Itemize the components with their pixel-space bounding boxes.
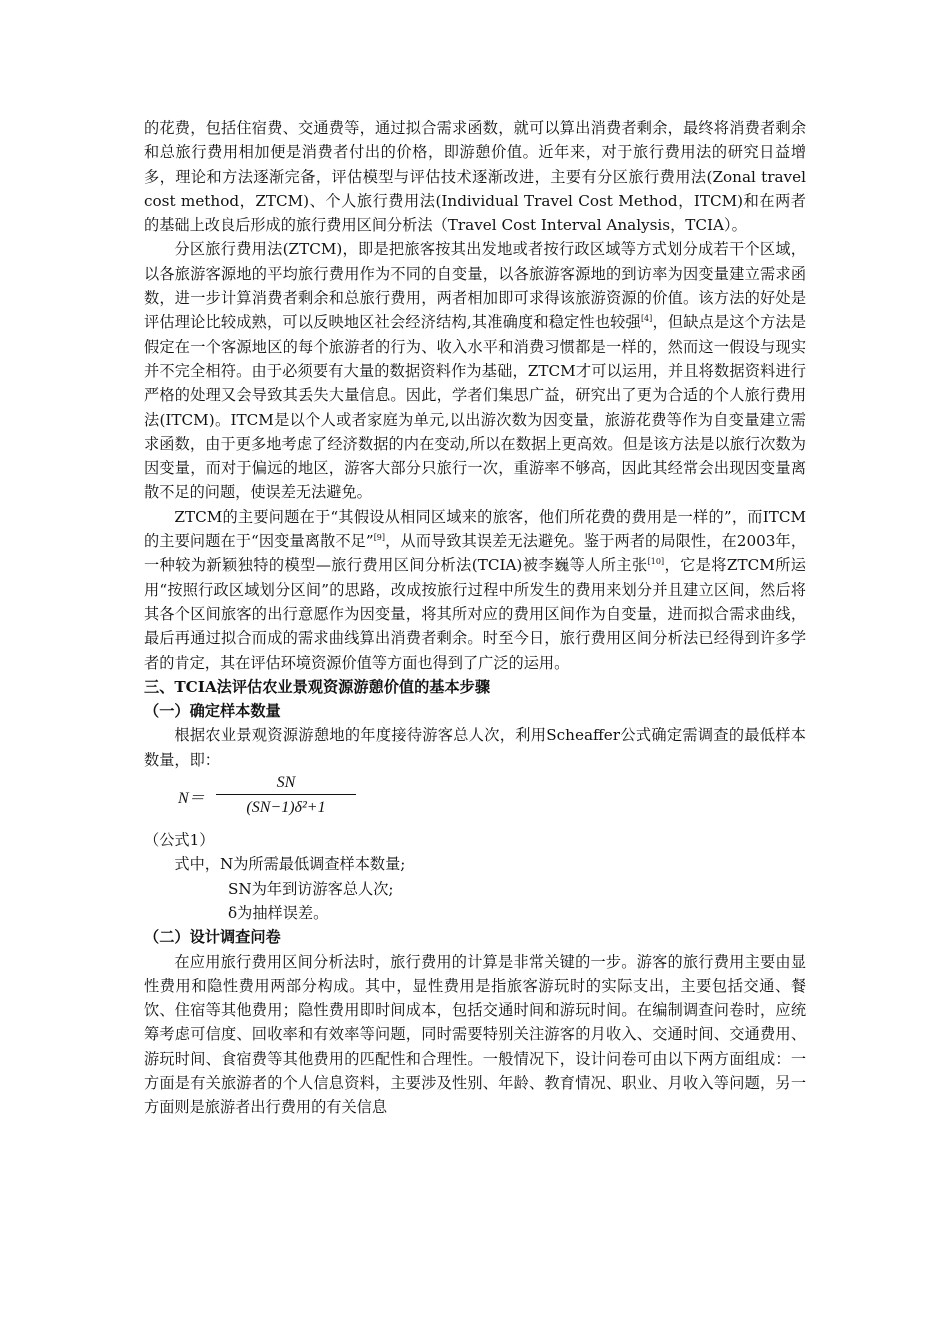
citation-ref: [9] — [373, 533, 386, 543]
formula-fraction — [216, 772, 356, 821]
paragraph-text: 分区旅行费用法(ZTCM)，即是把旅客按其出发地或者按行政区域等方式划分成若干个区域，以各旅游客源地的平均旅行费用作为不同的自变量，以各旅游客源地的到访率为因变量建立需求函数，进一步计算消费者剩余和总旅行费用，两者相加即可求得该旅游资源的价值。该方法的好处是评估理论比较成熟，可以反映地区社会经济结构,其准确度和稳定性也较强 — [144, 240, 806, 332]
formula-definition-sn: SN为年到访游客总人次; — [228, 879, 394, 898]
citation-ref: [10] — [647, 557, 665, 567]
paragraph-tcia-origin — [144, 505, 806, 675]
formula-label: （公式1） — [144, 831, 215, 850]
formula-definition-n: 式中，N为所需最低调查样本数量; — [174, 855, 406, 874]
paragraph-text: ，但缺点是这个方法是假定在一个客源地区的每个旅游者的行为、收入水平和消费习惯都是一样的，然而这一假设与现实并不完全相符。由于必须要有大量的数据资料作为基础，ZTCM才可以运用，并且将数据资料进行严格的处理又会导致其丢失大量信息。因此，学者们集思广益，研究出了更为合适的个人旅行费用法(ITCM)。ITCM是以个人或者家庭为单元,以出游次数为因变量，旅游花费等作为自变量建立需求函数，由于更多地考虑了经济数据的内在变动,所以在数据上更高效。但是该方法是以旅行次数为因变量，而对于偏远的地区，游客大部分只旅行一次，重游率不够高，因此其经常会出现因变量离散不足的问题，使误差无法避免。 — [144, 313, 807, 502]
paragraph-sample-size: 根据农业景观资源游憩地的年度接待游客总人次，利用Scheaffer公式确定需调查的最低样本数量，即： — [144, 726, 806, 769]
paragraph-questionnaire: 在应用旅行费用区间分析法时，旅行费用的计算是非常关键的一步。游客的旅行费用主要由显性费用和隐性费用两部分构成。其中，显性费用是指旅客游玩时的实际支出，主要包括交通、餐饮、住宿等其他费用；隐性费用即时间成本，包括交通时间和游玩时间。在编制调查问卷时，应统筹考虑可信度、回收率和有效率等问题，同时需要特别关注游客的月收入、交通时间、交通费用、游玩时间、食宿费等其他费用的匹配性和合理性。一般情况下，设计问卷可由以下两方面组成：一方面是有关旅游者的个人信息资料，主要涉及性别、年龄、教育情况、职业、月收入等问题，另一方面则是旅游者出行费用的有关信息 — [144, 952, 806, 1117]
paragraph-text: ZTCM的主要问题在于“其假设从相同区域来的旅客，他们所花费的费用是一样的”，而ITCM的主要问题在于“因变量离散不足” — [144, 507, 806, 551]
citation-ref: [4] — [640, 314, 653, 324]
formula-denominator: (SN−1)δ²+1 — [246, 799, 326, 817]
paragraph-text: ，它是将ZTCM所运用“按照行政区域划分区间”的思路，改成按旅行过程中所发生的费用来划分并且建立区间，然后将其各个区间旅客的出行意愿作为因变量，将其所对应的费用区间作为自变量，进而拟合需求曲线，最后再通过拟合而成的需求曲线算出消费者剩余。时至今日，旅行费用区间分析法已经得到许多学者的肯定，其在评估环境资源价值等方面也得到了广泛的运用。 — [144, 556, 806, 672]
paragraph-text: ，从而导致其误差无法避免。鉴于两者的局限性，在2003年，一种较为新颖独特的模型—旅行费用区间分析法(TCIA)被李巍等人所主张 — [144, 532, 807, 575]
formula-numerator: SN — [276, 774, 296, 792]
scheaffer-formula — [178, 772, 806, 828]
subsection-heading-questionnaire: （二）设计调查问卷 — [144, 928, 281, 947]
formula-definition-delta: δ为抽样误差。 — [228, 903, 329, 922]
paragraph-ztcm-itcm — [144, 237, 806, 504]
section-heading: 三、TCIA法评估农业景观资源游憩价值的基本步骤 — [144, 677, 491, 696]
subsection-heading-sample-size: （一）确定样本数量 — [144, 702, 281, 721]
document-page — [144, 116, 806, 1120]
formula-lhs: N＝ — [178, 790, 205, 808]
paragraph-travel-cost-intro: 的花费，包括住宿费、交通费等，通过拟合需求函数，就可以算出消费者剩余，最终将消费者剩余和总旅行费用相加便是消费者付出的价格，即游憩价值。近年来，对于旅行费用法的研究日益增多，理论和方法逐渐完备，评估模型与评估技术逐渐改进，主要有分区旅行费用法(Zonal travel cost method，ZTCM)、个人旅行费用法(Individual Travel Cost Method，ITCM)和在两者的基础上改良后形成的旅行费用区间分析法（Travel Cost Interval Analysis，TCIA）。 — [144, 119, 806, 235]
